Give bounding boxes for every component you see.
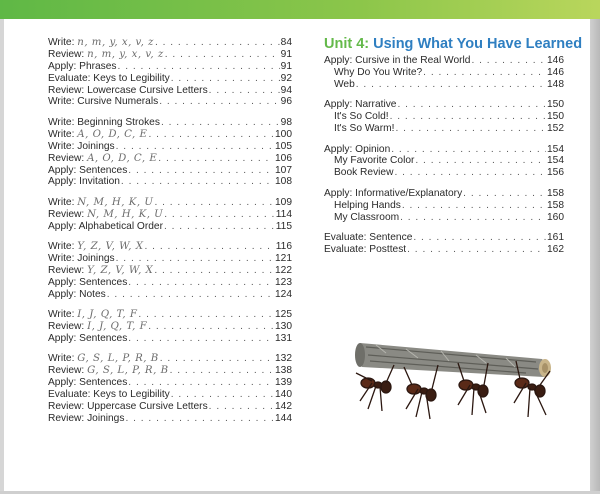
toc-entry-label	[324, 244, 406, 256]
dot-leader	[423, 67, 546, 79]
dot-leader	[138, 309, 274, 321]
entry-text: Write:	[48, 309, 75, 321]
dot-leader	[164, 209, 274, 221]
entry-text: Write:	[48, 196, 75, 208]
dot-leader	[159, 96, 279, 108]
toc-entry-label	[48, 265, 153, 277]
cursive-letters: N, M, H, K, U	[87, 208, 164, 220]
toc-entry-label	[48, 96, 158, 108]
toc-entry-label	[324, 212, 399, 224]
toc-entry-label	[48, 309, 137, 321]
page-number: 114	[275, 208, 292, 220]
entry-text: Write: Beginning Strokes	[48, 116, 160, 128]
page-number: 116	[275, 241, 292, 253]
entry-text: It's So Cold!	[334, 111, 389, 123]
toc-entry-label	[324, 155, 414, 167]
dot-leader	[107, 289, 274, 301]
toc-entry	[48, 197, 292, 209]
toc-entry	[324, 200, 564, 212]
dot-leader	[116, 141, 274, 153]
toc-entry-label	[48, 221, 163, 233]
toc-entry	[48, 377, 292, 389]
toc-entry-label	[324, 200, 401, 212]
cursive-letters: I, J, Q, T, F	[77, 309, 138, 321]
toc-entry	[324, 212, 564, 224]
page-number: 139	[275, 377, 292, 389]
page-number: 92	[280, 72, 292, 84]
page-number: 91	[280, 60, 292, 72]
page-number: 107	[275, 164, 292, 176]
cursive-letters: Y, Z, V, W, X	[87, 264, 154, 276]
entry-text: It's So Warm!	[334, 123, 395, 135]
page-number: 130	[275, 321, 292, 333]
page-number: 150	[547, 111, 564, 123]
page-number: 132	[275, 353, 292, 365]
dot-leader	[125, 413, 274, 425]
page-number: 146	[547, 66, 564, 78]
page-number: 140	[275, 389, 292, 401]
dot-leader	[145, 241, 275, 253]
toc-entry	[48, 176, 292, 188]
toc-entry	[48, 241, 292, 253]
toc-entry	[324, 79, 564, 91]
entry-text: Apply: Sentences	[48, 164, 128, 176]
toc-entry-label	[48, 289, 106, 301]
toc-entry-label	[48, 73, 170, 85]
page-number: 122	[275, 264, 292, 276]
toc-entry	[48, 321, 292, 333]
toc-entry	[48, 153, 292, 165]
section-gap	[324, 135, 564, 144]
dot-leader	[128, 277, 274, 289]
toc-entry-label	[48, 277, 127, 289]
page-number: 125	[275, 309, 292, 321]
toc-entry	[48, 117, 292, 129]
dot-leader	[415, 155, 546, 167]
dot-leader	[395, 123, 546, 135]
dot-leader	[154, 265, 274, 277]
toc-entry	[48, 353, 292, 365]
section-gap	[324, 179, 564, 188]
toc-entry-label	[48, 49, 164, 61]
toc-entry	[48, 333, 292, 345]
toc-entry-label	[48, 197, 153, 209]
entry-text: My Classroom	[334, 211, 400, 223]
entry-text: Review:	[48, 208, 85, 220]
dot-leader	[394, 167, 546, 179]
page-number: 84	[280, 37, 292, 48]
page-number: 100	[275, 128, 292, 140]
dot-leader	[463, 188, 546, 200]
toc-entry-label	[48, 413, 124, 425]
entry-text: Apply: Sentences	[48, 377, 128, 389]
dot-leader	[128, 333, 274, 345]
toc-right-column	[324, 36, 583, 256]
toc-entry	[324, 188, 564, 200]
entry-text: Review:	[48, 152, 85, 164]
toc-entry-label	[48, 377, 127, 389]
page-number: 109	[275, 196, 292, 208]
toc-entry	[324, 167, 564, 179]
cursive-letters: A, O, D, C, E	[77, 128, 148, 140]
toc-entry-label	[324, 111, 389, 123]
page-number: 115	[275, 220, 292, 232]
toc-entry-label	[324, 99, 396, 111]
toc-entry-label	[324, 67, 422, 79]
dot-leader	[116, 253, 274, 265]
dot-leader	[171, 389, 274, 401]
dot-leader	[471, 55, 546, 67]
toc-entry-label	[48, 365, 169, 377]
ant-1	[356, 365, 394, 411]
toc-entry-label	[324, 144, 390, 156]
dot-leader	[154, 197, 274, 209]
page-number: 138	[275, 365, 292, 377]
dot-leader	[164, 221, 275, 233]
dot-leader	[118, 61, 280, 73]
entry-text: Apply: Cursive in the Real World	[324, 55, 471, 66]
cursive-letters: G, S, L, P, R, B	[77, 353, 159, 365]
entry-text: Write: Joinings	[48, 140, 115, 152]
page-number: 156	[547, 167, 564, 179]
toc-entry-label	[48, 333, 127, 345]
toc-entry	[48, 73, 292, 85]
entry-text: Helping Hands	[334, 199, 401, 211]
toc-entry-label	[48, 321, 147, 333]
entry-text: Apply: Opinion	[324, 143, 391, 155]
unit-title: Using What You Have Learned	[373, 36, 583, 52]
page-number: 158	[547, 187, 564, 199]
page-number: 144	[275, 412, 292, 424]
dot-leader	[356, 79, 546, 91]
dot-leader	[391, 144, 546, 156]
entry-text: Write:	[48, 241, 75, 253]
toc-entry	[48, 37, 292, 49]
entry-text: Review:	[48, 264, 85, 276]
section-gap	[48, 301, 292, 310]
dot-leader	[158, 153, 274, 165]
toc-entry-label	[48, 209, 163, 221]
toc-entry-label	[324, 55, 470, 67]
toc-entry	[48, 209, 292, 221]
toc-entry	[48, 96, 292, 108]
toc-entry	[48, 277, 292, 289]
toc-entry	[324, 99, 564, 111]
toc-entry-label	[48, 389, 170, 401]
entry-text: Apply: Sentences	[48, 276, 128, 288]
entry-text: Apply: Informative/Explanatory	[324, 187, 463, 199]
toc-entry	[48, 309, 292, 321]
section-gap	[48, 233, 292, 242]
toc-entry-label	[48, 61, 117, 73]
entry-text: Write: Joinings	[48, 253, 115, 265]
page-number: 148	[547, 78, 564, 90]
entry-text: Apply: Invitation	[48, 176, 120, 188]
page-number: 108	[275, 176, 292, 188]
toc-entry-label	[48, 117, 160, 129]
toc-entry	[324, 67, 564, 79]
dot-leader	[413, 232, 546, 244]
entry-text: Review: Joinings	[48, 412, 125, 424]
page-number: 131	[275, 332, 292, 344]
toc-entry	[48, 141, 292, 153]
toc-entry-label	[48, 353, 159, 365]
toc-entry	[324, 111, 564, 123]
page-number: 162	[547, 243, 564, 255]
entry-text: Evaluate: Sentence	[324, 232, 413, 244]
section-gap	[48, 345, 292, 354]
toc-entry	[324, 244, 564, 256]
unit-number: Unit 4:	[324, 36, 370, 52]
toc-entry-label	[48, 401, 208, 413]
toc-entry	[48, 61, 292, 73]
entry-text: Apply: Alphabetical Order	[48, 220, 163, 232]
cursive-letters: n, m, y, x, v, z	[77, 37, 154, 48]
toc-entry-label	[324, 79, 355, 91]
toc-entry-label	[324, 123, 394, 135]
page-edge-right	[590, 19, 600, 494]
toc-entry-label	[48, 253, 115, 265]
toc-entry-label	[48, 37, 154, 49]
toc-entry	[324, 123, 564, 135]
page-number: 150	[547, 99, 564, 111]
toc-entry	[48, 221, 292, 233]
cursive-letters: N, M, H, K, U	[77, 196, 154, 208]
toc-entry	[48, 413, 292, 425]
cursive-letters: I, J, Q, T, F	[87, 321, 148, 333]
page-number: 154	[547, 143, 564, 155]
page-number: 96	[280, 96, 292, 108]
toc-entry	[48, 265, 292, 277]
toc-entry-label	[48, 241, 144, 253]
page-edge-left	[0, 19, 4, 494]
toc-entry-label	[48, 141, 115, 153]
entry-text: Apply: Notes	[48, 288, 106, 300]
toc-entry	[48, 49, 292, 61]
page-number: 94	[280, 84, 292, 96]
dot-leader	[165, 49, 280, 61]
toc-entry	[324, 155, 564, 167]
entry-text: Review: Lowercase Cursive Letters	[48, 84, 208, 96]
page-number: 98	[280, 116, 292, 128]
page-number: 106	[275, 152, 292, 164]
entry-text: Evaluate: Keys to Legibility	[48, 389, 170, 401]
entry-text: Why Do You Write?	[334, 66, 423, 78]
entry-text: Review:	[48, 48, 85, 60]
entry-text: Write:	[48, 128, 75, 140]
dot-leader	[128, 377, 274, 389]
entry-text: Apply: Sentences	[48, 332, 128, 344]
cursive-letters: n, m, y, x, v, z	[87, 48, 164, 60]
page-number: 161	[547, 232, 564, 244]
dot-leader	[170, 365, 274, 377]
entry-text: Review:	[48, 321, 85, 333]
toc-entry	[48, 253, 292, 265]
dot-leader	[160, 353, 274, 365]
dot-leader	[148, 129, 274, 141]
entry-text: Review: Uppercase Cursive Letters	[48, 401, 208, 413]
toc-entry-label	[48, 85, 208, 97]
ants-carrying-log-photo	[346, 325, 568, 429]
toc-entry-label	[324, 232, 412, 244]
entry-text: Write:	[48, 353, 75, 365]
dot-leader	[128, 165, 274, 177]
page-number: 105	[275, 140, 292, 152]
toc-entry	[48, 165, 292, 177]
section-gap	[324, 91, 564, 100]
dot-leader	[171, 73, 280, 85]
dot-leader	[155, 37, 280, 49]
dot-leader	[148, 321, 274, 333]
toc-entry	[48, 401, 292, 413]
toc-entry	[48, 85, 292, 97]
entry-text: Evaluate: Posttest	[324, 243, 407, 255]
unit-heading	[324, 36, 583, 55]
page-number: 123	[275, 276, 292, 288]
entry-text: Write:	[48, 37, 75, 48]
page-number: 152	[547, 123, 564, 135]
entry-text: My Favorite Color	[334, 155, 415, 167]
dot-leader	[121, 176, 274, 188]
toc-entry-label	[324, 188, 462, 200]
dot-leader	[209, 401, 274, 413]
top-green-band	[0, 0, 600, 19]
entry-text: Apply: Phrases	[48, 60, 117, 72]
toc-entry	[48, 129, 292, 141]
page-number: 91	[280, 48, 292, 60]
toc-entry	[324, 144, 564, 156]
entry-text: Web	[334, 78, 355, 90]
entry-text: Evaluate: Keys to Legibility	[48, 72, 170, 84]
page-number: 154	[547, 155, 564, 167]
unit-entries	[324, 55, 564, 256]
entry-text: Review:	[48, 365, 85, 377]
toc-entry-label	[48, 176, 120, 188]
entry-text: Write: Cursive Numerals	[48, 96, 159, 108]
toc-entry	[324, 55, 564, 67]
section-gap	[324, 223, 564, 232]
toc-entry	[48, 389, 292, 401]
dot-leader	[390, 111, 546, 123]
dot-leader	[400, 212, 546, 224]
page-number: 160	[547, 211, 564, 223]
entry-text: Apply: Narrative	[324, 99, 397, 111]
dot-leader	[407, 244, 546, 256]
dot-leader	[397, 99, 546, 111]
toc-left-column	[48, 37, 292, 425]
cursive-letters: A, O, D, C, E	[87, 152, 158, 164]
entry-text: Book Review	[334, 167, 394, 179]
toc-entry	[48, 289, 292, 301]
toc-entry	[48, 365, 292, 377]
page-number: 146	[547, 55, 564, 66]
log-illustration	[355, 343, 551, 377]
cursive-letters: Y, Z, V, W, X	[77, 241, 144, 253]
toc-entry	[324, 232, 564, 244]
ant-2	[404, 365, 438, 419]
dot-leader	[209, 85, 280, 97]
toc-entry-label	[48, 153, 157, 165]
page-number: 142	[275, 401, 292, 413]
section-gap	[48, 188, 292, 197]
toc-entry-label	[48, 165, 127, 177]
page-number: 158	[547, 199, 564, 211]
section-gap	[48, 108, 292, 117]
toc-entry-label	[324, 167, 393, 179]
cursive-letters: G, S, L, P, R, B	[87, 365, 169, 377]
dot-leader	[161, 117, 280, 129]
dot-leader	[402, 200, 546, 212]
page-number: 124	[275, 288, 292, 300]
toc-entry-label	[48, 129, 147, 141]
page-number: 121	[275, 253, 292, 265]
